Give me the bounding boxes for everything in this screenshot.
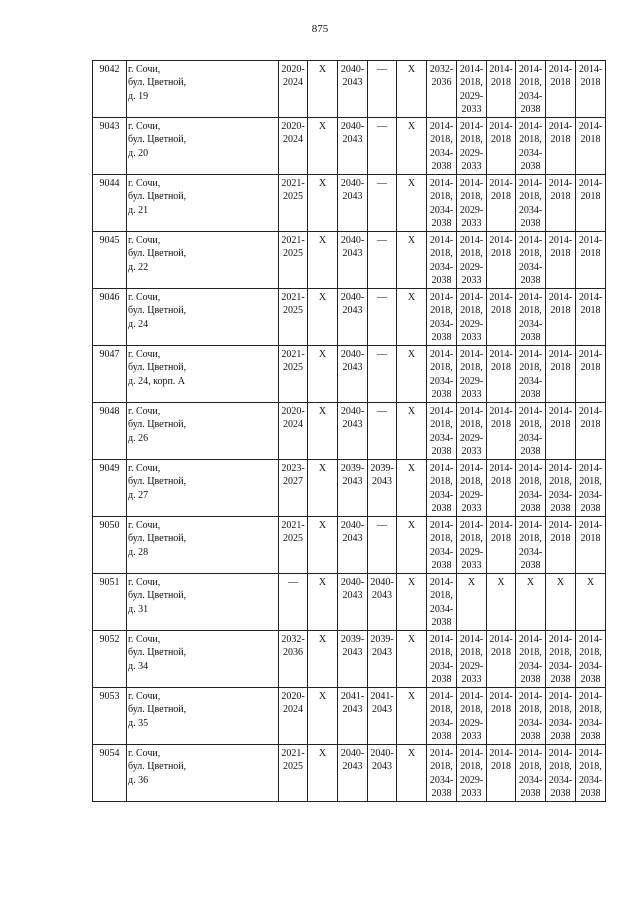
period-cell-10: 2014- 2018 bbox=[546, 175, 576, 232]
period-cell-10: X bbox=[546, 574, 576, 631]
address-cell: г. Сочи, бул. Цветной, д. 28 bbox=[127, 517, 279, 574]
period-cell-4: — bbox=[368, 346, 397, 403]
period-cell-2: X bbox=[308, 289, 338, 346]
table-row bbox=[93, 175, 606, 232]
period-cell-8: 2014- 2018 bbox=[487, 403, 516, 460]
period-cell-9: 2014- 2018, 2034- 2038 bbox=[516, 289, 546, 346]
table-row bbox=[93, 460, 606, 517]
table-row bbox=[93, 574, 606, 631]
period-cell-4: — bbox=[368, 403, 397, 460]
period-cell-10: 2014- 2018 bbox=[546, 403, 576, 460]
row-number: 9045 bbox=[93, 232, 127, 289]
table-row bbox=[93, 289, 606, 346]
period-cell-4: — bbox=[368, 232, 397, 289]
period-cell-8: X bbox=[487, 574, 516, 631]
period-cell-9: 2014- 2018, 2034- 2038 bbox=[516, 403, 546, 460]
period-cell-1: 2020- 2024 bbox=[279, 403, 308, 460]
row-number: 9054 bbox=[93, 745, 127, 802]
period-cell-1: 2020- 2024 bbox=[279, 61, 308, 118]
row-number: 9047 bbox=[93, 346, 127, 403]
period-cell-10: 2014- 2018 bbox=[546, 232, 576, 289]
address-cell: г. Сочи, бул. Цветной, д. 20 bbox=[127, 118, 279, 175]
period-cell-3: 2040- 2043 bbox=[338, 118, 368, 175]
address-cell: г. Сочи, бул. Цветной, д. 34 bbox=[127, 631, 279, 688]
period-cell-8: 2014- 2018 bbox=[487, 232, 516, 289]
period-cell-2: X bbox=[308, 61, 338, 118]
period-cell-7: 2014- 2018, 2029- 2033 bbox=[457, 631, 487, 688]
row-number: 9043 bbox=[93, 118, 127, 175]
period-cell-2: X bbox=[308, 460, 338, 517]
period-cell-10: 2014- 2018, 2034- 2038 bbox=[546, 460, 576, 517]
period-cell-10: 2014- 2018, 2034- 2038 bbox=[546, 688, 576, 745]
period-cell-8: 2014- 2018 bbox=[487, 460, 516, 517]
period-cell-8: 2014- 2018 bbox=[487, 175, 516, 232]
address-cell: г. Сочи, бул. Цветной, д. 35 bbox=[127, 688, 279, 745]
period-cell-3: 2039- 2043 bbox=[338, 460, 368, 517]
period-cell-1: 2021- 2025 bbox=[279, 346, 308, 403]
period-cell-4: — bbox=[368, 175, 397, 232]
row-number: 9048 bbox=[93, 403, 127, 460]
table-body bbox=[93, 61, 606, 802]
period-cell-9: 2014- 2018, 2034- 2038 bbox=[516, 631, 546, 688]
period-cell-11: 2014- 2018 bbox=[576, 517, 606, 574]
row-number: 9046 bbox=[93, 289, 127, 346]
period-cell-6: 2014- 2018, 2034- 2038 bbox=[427, 346, 457, 403]
period-cell-5: X bbox=[397, 460, 427, 517]
period-cell-2: X bbox=[308, 517, 338, 574]
period-cell-1: 2032- 2036 bbox=[279, 631, 308, 688]
period-cell-6: 2014- 2018, 2034- 2038 bbox=[427, 460, 457, 517]
address-cell: г. Сочи, бул. Цветной, д. 22 bbox=[127, 232, 279, 289]
period-cell-4: 2040- 2043 bbox=[368, 745, 397, 802]
period-cell-7: 2014- 2018, 2029- 2033 bbox=[457, 346, 487, 403]
period-cell-7: 2014- 2018, 2029- 2033 bbox=[457, 232, 487, 289]
period-cell-7: 2014- 2018, 2029- 2033 bbox=[457, 175, 487, 232]
period-cell-5: X bbox=[397, 232, 427, 289]
address-cell: г. Сочи, бул. Цветной, д. 24, корп. А bbox=[127, 346, 279, 403]
address-cell: г. Сочи, бул. Цветной, д. 19 bbox=[127, 61, 279, 118]
period-cell-7: 2014- 2018, 2029- 2033 bbox=[457, 403, 487, 460]
period-cell-11: 2014- 2018 bbox=[576, 232, 606, 289]
table-row bbox=[93, 517, 606, 574]
period-cell-6: 2014- 2018, 2034- 2038 bbox=[427, 745, 457, 802]
period-cell-9: 2014- 2018, 2034- 2038 bbox=[516, 118, 546, 175]
period-cell-8: 2014- 2018 bbox=[487, 688, 516, 745]
schedule-table bbox=[92, 60, 606, 802]
period-cell-1: 2021- 2025 bbox=[279, 745, 308, 802]
table-row bbox=[93, 346, 606, 403]
period-cell-8: 2014- 2018 bbox=[487, 346, 516, 403]
period-cell-11: 2014- 2018 bbox=[576, 118, 606, 175]
row-number: 9049 bbox=[93, 460, 127, 517]
period-cell-8: 2014- 2018 bbox=[487, 118, 516, 175]
period-cell-10: 2014- 2018 bbox=[546, 517, 576, 574]
period-cell-8: 2014- 2018 bbox=[487, 517, 516, 574]
period-cell-3: 2040- 2043 bbox=[338, 289, 368, 346]
period-cell-4: 2041- 2043 bbox=[368, 688, 397, 745]
period-cell-5: X bbox=[397, 688, 427, 745]
period-cell-6: 2014- 2018, 2034- 2038 bbox=[427, 403, 457, 460]
period-cell-7: 2014- 2018, 2029- 2033 bbox=[457, 688, 487, 745]
period-cell-6: 2014- 2018, 2034- 2038 bbox=[427, 118, 457, 175]
period-cell-7: X bbox=[457, 574, 487, 631]
address-cell: г. Сочи, бул. Цветной, д. 21 bbox=[127, 175, 279, 232]
row-number: 9050 bbox=[93, 517, 127, 574]
address-cell: г. Сочи, бул. Цветной, д. 31 bbox=[127, 574, 279, 631]
period-cell-9: 2014- 2018, 2034- 2038 bbox=[516, 232, 546, 289]
row-number: 9053 bbox=[93, 688, 127, 745]
period-cell-11: 2014- 2018 bbox=[576, 175, 606, 232]
period-cell-2: X bbox=[308, 346, 338, 403]
period-cell-5: X bbox=[397, 289, 427, 346]
period-cell-5: X bbox=[397, 175, 427, 232]
period-cell-6: 2014- 2018, 2034- 2038 bbox=[427, 232, 457, 289]
period-cell-1: 2020- 2024 bbox=[279, 688, 308, 745]
period-cell-9: X bbox=[516, 574, 546, 631]
period-cell-5: X bbox=[397, 574, 427, 631]
period-cell-3: 2040- 2043 bbox=[338, 175, 368, 232]
period-cell-5: X bbox=[397, 403, 427, 460]
period-cell-7: 2014- 2018, 2029- 2033 bbox=[457, 460, 487, 517]
row-number: 9051 bbox=[93, 574, 127, 631]
period-cell-2: X bbox=[308, 688, 338, 745]
period-cell-2: X bbox=[308, 745, 338, 802]
table-row bbox=[93, 118, 606, 175]
table-row bbox=[93, 745, 606, 802]
period-cell-9: 2014- 2018, 2034- 2038 bbox=[516, 175, 546, 232]
period-cell-11: 2014- 2018 bbox=[576, 346, 606, 403]
row-number: 9042 bbox=[93, 61, 127, 118]
period-cell-11: 2014- 2018, 2034- 2038 bbox=[576, 631, 606, 688]
period-cell-1: 2021- 2025 bbox=[279, 289, 308, 346]
period-cell-10: 2014- 2018 bbox=[546, 289, 576, 346]
period-cell-4: 2039- 2043 bbox=[368, 460, 397, 517]
period-cell-1: 2021- 2025 bbox=[279, 232, 308, 289]
period-cell-2: X bbox=[308, 631, 338, 688]
table-row bbox=[93, 631, 606, 688]
period-cell-9: 2014- 2018, 2034- 2038 bbox=[516, 745, 546, 802]
period-cell-1: 2020- 2024 bbox=[279, 118, 308, 175]
period-cell-11: 2014- 2018, 2034- 2038 bbox=[576, 745, 606, 802]
period-cell-6: 2032- 2036 bbox=[427, 61, 457, 118]
period-cell-8: 2014- 2018 bbox=[487, 745, 516, 802]
period-cell-4: 2040- 2043 bbox=[368, 574, 397, 631]
period-cell-3: 2040- 2043 bbox=[338, 745, 368, 802]
address-cell: г. Сочи, бул. Цветной, д. 36 bbox=[127, 745, 279, 802]
period-cell-11: 2014- 2018 bbox=[576, 61, 606, 118]
period-cell-7: 2014- 2018, 2029- 2033 bbox=[457, 517, 487, 574]
period-cell-3: 2040- 2043 bbox=[338, 346, 368, 403]
period-cell-1: 2023- 2027 bbox=[279, 460, 308, 517]
period-cell-9: 2014- 2018, 2034- 2038 bbox=[516, 346, 546, 403]
period-cell-7: 2014- 2018, 2029- 2033 bbox=[457, 61, 487, 118]
period-cell-5: X bbox=[397, 745, 427, 802]
period-cell-6: 2014- 2018, 2034- 2038 bbox=[427, 175, 457, 232]
period-cell-6: 2014- 2018, 2034- 2038 bbox=[427, 688, 457, 745]
period-cell-4: — bbox=[368, 61, 397, 118]
row-number: 9052 bbox=[93, 631, 127, 688]
period-cell-10: 2014- 2018 bbox=[546, 346, 576, 403]
period-cell-5: X bbox=[397, 346, 427, 403]
period-cell-3: 2040- 2043 bbox=[338, 61, 368, 118]
period-cell-10: 2014- 2018, 2034- 2038 bbox=[546, 631, 576, 688]
period-cell-6: 2014- 2018, 2034- 2038 bbox=[427, 289, 457, 346]
period-cell-4: — bbox=[368, 118, 397, 175]
period-cell-2: X bbox=[308, 175, 338, 232]
period-cell-9: 2014- 2018, 2034- 2038 bbox=[516, 517, 546, 574]
address-cell: г. Сочи, бул. Цветной, д. 27 bbox=[127, 460, 279, 517]
period-cell-11: 2014- 2018 bbox=[576, 289, 606, 346]
page-number: 875 bbox=[311, 23, 329, 35]
period-cell-4: — bbox=[368, 517, 397, 574]
period-cell-10: 2014- 2018, 2034- 2038 bbox=[546, 745, 576, 802]
table-row bbox=[93, 688, 606, 745]
period-cell-4: — bbox=[368, 289, 397, 346]
period-cell-11: 2014- 2018 bbox=[576, 403, 606, 460]
address-cell: г. Сочи, бул. Цветной, д. 26 bbox=[127, 403, 279, 460]
period-cell-9: 2014- 2018, 2034- 2038 bbox=[516, 460, 546, 517]
period-cell-10: 2014- 2018 bbox=[546, 61, 576, 118]
period-cell-7: 2014- 2018, 2029- 2033 bbox=[457, 118, 487, 175]
period-cell-4: 2039- 2043 bbox=[368, 631, 397, 688]
period-cell-10: 2014- 2018 bbox=[546, 118, 576, 175]
period-cell-3: 2039- 2043 bbox=[338, 631, 368, 688]
table-row bbox=[93, 403, 606, 460]
table-row bbox=[93, 232, 606, 289]
period-cell-5: X bbox=[397, 61, 427, 118]
period-cell-8: 2014- 2018 bbox=[487, 289, 516, 346]
period-cell-5: X bbox=[397, 631, 427, 688]
period-cell-2: X bbox=[308, 403, 338, 460]
period-cell-7: 2014- 2018, 2029- 2033 bbox=[457, 745, 487, 802]
period-cell-6: 2014- 2018, 2034- 2038 bbox=[427, 631, 457, 688]
period-cell-2: X bbox=[308, 118, 338, 175]
period-cell-2: X bbox=[308, 574, 338, 631]
period-cell-3: 2041- 2043 bbox=[338, 688, 368, 745]
address-cell: г. Сочи, бул. Цветной, д. 24 bbox=[127, 289, 279, 346]
period-cell-7: 2014- 2018, 2029- 2033 bbox=[457, 289, 487, 346]
period-cell-3: 2040- 2043 bbox=[338, 517, 368, 574]
period-cell-1: 2021- 2025 bbox=[279, 517, 308, 574]
period-cell-8: 2014- 2018 bbox=[487, 631, 516, 688]
period-cell-3: 2040- 2043 bbox=[338, 403, 368, 460]
period-cell-6: 2014- 2018, 2034- 2038 bbox=[427, 517, 457, 574]
period-cell-1: — bbox=[279, 574, 308, 631]
period-cell-11: X bbox=[576, 574, 606, 631]
period-cell-1: 2021- 2025 bbox=[279, 175, 308, 232]
period-cell-6: 2014- 2018, 2034- 2038 bbox=[427, 574, 457, 631]
period-cell-5: X bbox=[397, 118, 427, 175]
period-cell-3: 2040- 2043 bbox=[338, 574, 368, 631]
period-cell-5: X bbox=[397, 517, 427, 574]
period-cell-9: 2014- 2018, 2034- 2038 bbox=[516, 61, 546, 118]
period-cell-2: X bbox=[308, 232, 338, 289]
period-cell-11: 2014- 2018, 2034- 2038 bbox=[576, 688, 606, 745]
period-cell-3: 2040- 2043 bbox=[338, 232, 368, 289]
row-number: 9044 bbox=[93, 175, 127, 232]
period-cell-9: 2014- 2018, 2034- 2038 bbox=[516, 688, 546, 745]
period-cell-8: 2014- 2018 bbox=[487, 61, 516, 118]
table-row bbox=[93, 61, 606, 118]
period-cell-11: 2014- 2018, 2034- 2038 bbox=[576, 460, 606, 517]
